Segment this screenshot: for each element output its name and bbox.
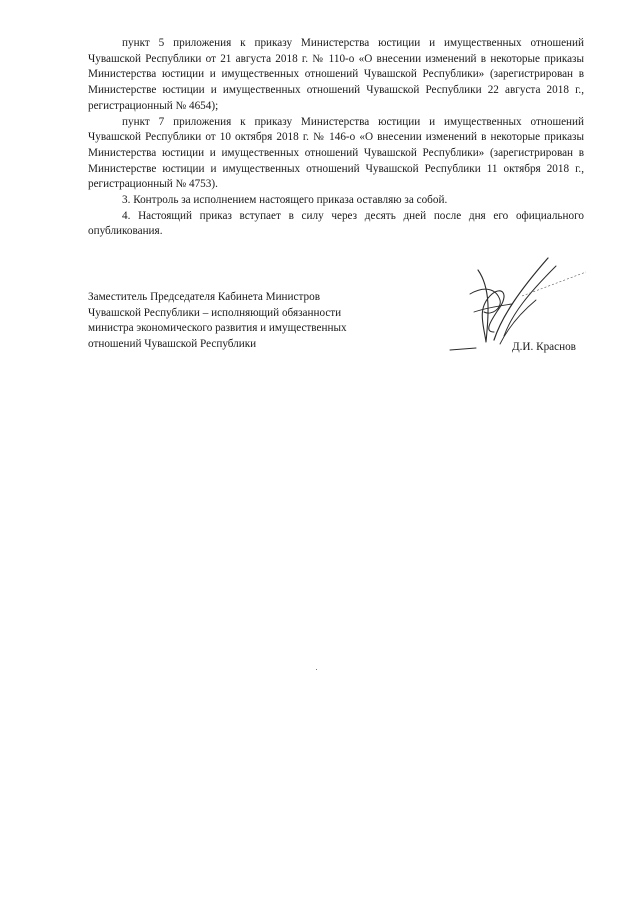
paragraph-clause-7: пункт 7 приложения к приказу Министерства юстиции и имущественных отношений Чувашской Республики от 10 октября 2018 г. № 146-о «О внесении изменений в некоторые приказы Министерства юстиции и имущественных отношений Чувашской Республики» (зарегистрирован в Министерстве юстиции и имущественных отношений Чувашской Республики 11 октября 2018 г., регистрационный № 4753). — [88, 115, 584, 191]
paragraph-effective-date: 4. Настоящий приказ вступает в силу через десять дней после дня его официального опубликования. — [88, 209, 584, 238]
paragraph-control: 3. Контроль за исполнением настоящего приказа оставляю за собой. — [122, 194, 448, 207]
signatory-position-line: министра экономического развития и имущественных — [88, 322, 347, 335]
signatory-position-line: отношений Чувашской Республики — [88, 338, 257, 351]
signer-name: Д.И. Краснов — [512, 341, 576, 353]
signatory-position-line: Чувашской Республики – исполняющий обязанности — [88, 306, 342, 319]
scan-speck — [316, 669, 317, 670]
document-body — [88, 36, 584, 240]
signatory-position-line: Заместитель Председателя Кабинета Министров — [88, 291, 320, 303]
paragraph-clause-5: пункт 5 приложения к приказу Министерства юстиции и имущественных отношений Чувашской Республики от 21 августа 2018 г. № 110-о «О внесении изменений в некоторые приказы Министерства юстиции и имущественных отношений Чувашской Республики» (зарегистрирован в Министерстве юстиции и имущественных отношений Чувашской Республики 22 августа 2018 г., регистрационный № 4654); — [88, 37, 584, 112]
signatory-position — [88, 290, 398, 353]
